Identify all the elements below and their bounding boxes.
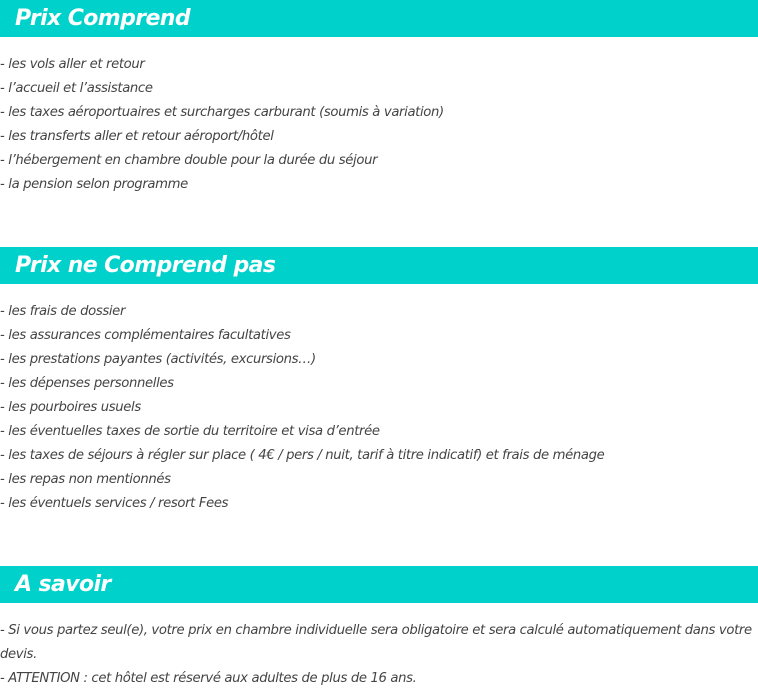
list-item: - Si vous partez seul(e), votre prix en chambre individuelle sera obligatoire et sera calculé automatiquement dans votre devis. xyxy=(0,623,752,662)
list-item: - les éventuelles taxes de sortie du territoire et visa d’entrée xyxy=(0,424,380,439)
list-item: - les pourboires usuels xyxy=(0,400,141,415)
list-item: - les vols aller et retour xyxy=(0,57,145,72)
list-item: - ATTENTION : cet hôtel est réservé aux adultes de plus de 16 ans. xyxy=(0,671,417,686)
list-item: - les assurances complémentaires facultatives xyxy=(0,328,291,343)
good-to-know-list xyxy=(0,619,758,691)
list-item: - les frais de dossier xyxy=(0,304,126,319)
section-title: Prix Comprend xyxy=(15,6,190,31)
section-header-prix-ne-comprend-pas xyxy=(0,247,758,284)
list-item: - l’hébergement en chambre double pour la durée du séjour xyxy=(0,153,378,168)
list-item: - les taxes aéroportuaires et surcharges carburant (soumis à variation) xyxy=(0,105,444,120)
list-item: - les éventuels services / resort Fees xyxy=(0,496,229,511)
list-item: - les prestations payantes (activités, excursions…) xyxy=(0,352,316,367)
list-item: - les dépenses personnelles xyxy=(0,376,174,391)
list-item: - les taxes de séjours à régler sur place ( 4€ / pers / nuit, tarif à titre indicatif) et frais de ménage xyxy=(0,448,605,463)
list-item: - la pension selon programme xyxy=(0,177,188,192)
included-list xyxy=(0,53,758,197)
list-item: - les transferts aller et retour aéroport/hôtel xyxy=(0,129,274,144)
section-header-prix-comprend xyxy=(0,0,758,37)
list-item: - l’accueil et l’assistance xyxy=(0,81,153,96)
section-title: A savoir xyxy=(15,572,111,597)
section-title: Prix ne Comprend pas xyxy=(15,253,276,278)
list-item: - les repas non mentionnés xyxy=(0,472,171,487)
section-header-a-savoir xyxy=(0,566,758,603)
not-included-list xyxy=(0,300,758,516)
